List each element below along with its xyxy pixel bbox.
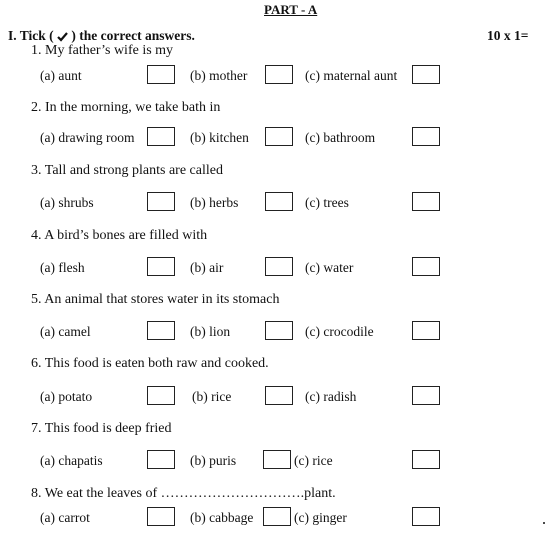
q5-option-a: (a) camel [40, 324, 91, 339]
q5-answer-box-b[interactable] [265, 321, 293, 340]
q3-option-a: (a) shrubs [40, 195, 94, 210]
check-mark-icon [57, 31, 68, 42]
q1-answer-box-c[interactable] [412, 65, 440, 84]
q1-option-c: (c) maternal aunt [305, 68, 398, 83]
q2-option-c: (c) bathroom [305, 130, 376, 145]
q8-answer-box-b[interactable] [263, 507, 291, 526]
q1-answer-box-a[interactable] [147, 65, 175, 84]
question-6: 6. This food is eaten both raw and cooked. [31, 356, 269, 371]
q6-option-c: (c) radish [305, 389, 357, 404]
q6-answer-box-c[interactable] [412, 386, 440, 405]
section-title [8, 28, 195, 44]
q3-answer-box-a[interactable] [147, 192, 175, 211]
q7-option-b: (b) puris [190, 453, 237, 468]
q2-option-a: (a) drawing room [40, 130, 135, 145]
stray-dot [543, 522, 545, 524]
q7-answer-box-a[interactable] [147, 450, 175, 469]
q2-answer-box-c[interactable] [412, 127, 440, 146]
question-2: 2. In the morning, we take bath in [31, 100, 221, 115]
q7-option-a: (a) chapatis [40, 453, 103, 468]
question-1: 1. My father’s wife is my [31, 43, 174, 58]
q6-answer-box-b[interactable] [265, 386, 293, 405]
q4-option-a: (a) flesh [40, 260, 85, 275]
q7-answer-box-b[interactable] [263, 450, 291, 469]
q1-option-b: (b) mother [190, 68, 248, 83]
q6-option-b: (b) rice [192, 389, 232, 404]
q3-option-c: (c) trees [305, 195, 349, 210]
q8-option-c: (c) ginger [294, 510, 347, 525]
q7-answer-box-c[interactable] [412, 450, 440, 469]
question-5: 5. An animal that stores water in its stomach [31, 292, 280, 307]
q4-option-b: (b) air [190, 260, 224, 275]
q5-option-c: (c) crocodile [305, 324, 374, 339]
q3-option-b: (b) herbs [190, 195, 239, 210]
marks-label: 10 x 1= [487, 28, 529, 43]
q2-answer-box-a[interactable] [147, 127, 175, 146]
question-7: 7. This food is deep fried [31, 421, 172, 436]
q4-answer-box-c[interactable] [412, 257, 440, 276]
section-title-end: ) the correct answers. [71, 28, 195, 43]
q4-answer-box-b[interactable] [265, 257, 293, 276]
q3-answer-box-c[interactable] [412, 192, 440, 211]
q8-answer-box-c[interactable] [412, 507, 440, 526]
q1-option-a: (a) aunt [40, 68, 82, 83]
q1-answer-box-b[interactable] [265, 65, 293, 84]
question-4: 4. A bird’s bones are filled with [31, 228, 208, 243]
q2-option-b: (b) kitchen [190, 130, 249, 145]
q2-answer-box-b[interactable] [265, 127, 293, 146]
q8-option-a: (a) carrot [40, 510, 90, 525]
question-8: 8. We eat the leaves of ………………………….plant. [31, 486, 336, 501]
q4-answer-box-a[interactable] [147, 257, 175, 276]
part-heading: PART - A [264, 2, 318, 17]
q8-option-b: (b) cabbage [190, 510, 254, 525]
q4-option-c: (c) water [305, 260, 354, 275]
question-3: 3. Tall and strong plants are called [31, 163, 223, 178]
q8-answer-box-a[interactable] [147, 507, 175, 526]
q5-answer-box-a[interactable] [147, 321, 175, 340]
q6-answer-box-a[interactable] [147, 386, 175, 405]
q6-option-a: (a) potato [40, 389, 93, 404]
q3-answer-box-b[interactable] [265, 192, 293, 211]
section-title-start: I. Tick ( [8, 28, 54, 43]
q7-option-c: (c) rice [294, 453, 333, 468]
q5-option-b: (b) lion [190, 324, 231, 339]
q5-answer-box-c[interactable] [412, 321, 440, 340]
